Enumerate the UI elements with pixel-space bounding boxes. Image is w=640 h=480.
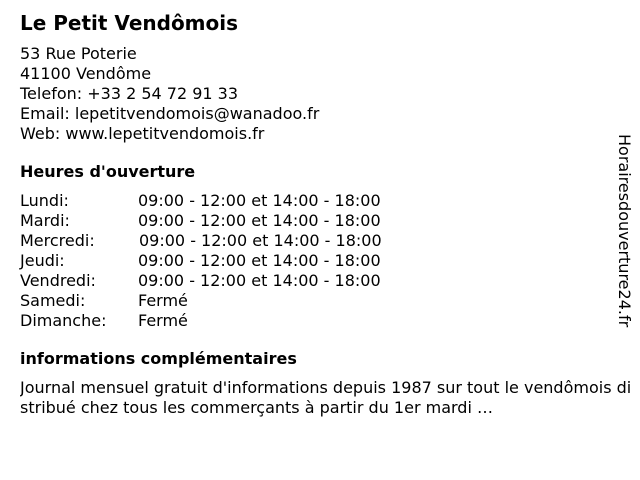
day-label: Lundi: bbox=[20, 191, 69, 210]
website-link[interactable]: Web: www.lepetitvendomois.fr bbox=[20, 124, 265, 143]
day-label: Mardi: bbox=[20, 211, 70, 230]
additional-info-text: Journal mensuel gratuit d'informations depuis 1987 sur tout le vendômois distribué chez tous les commerçants à partir du 1er mardi … bbox=[20, 378, 632, 417]
email-address[interactable]: Email: lepetitvendomois@wanadoo.fr bbox=[20, 104, 320, 123]
day-label: Dimanche: bbox=[20, 311, 107, 330]
phone-number[interactable]: Telefon: +33 2 54 72 91 33 bbox=[20, 84, 239, 103]
opening-hours-table bbox=[20, 191, 610, 331]
hours-row-monday bbox=[20, 191, 610, 211]
city-address: 41100 Vendôme bbox=[20, 64, 152, 83]
business-name: Le Petit Vendômois bbox=[20, 11, 239, 35]
hours-row-sunday bbox=[20, 311, 610, 331]
hours-row-wednesday bbox=[20, 231, 610, 251]
site-brand-label: Horairesdouverture24.fr bbox=[615, 134, 634, 328]
time-value: 09:00 - 12:00 et 14:00 - 18:00 bbox=[138, 271, 381, 290]
opening-hours-heading: Heures d'ouverture bbox=[20, 162, 196, 181]
time-value: Fermé bbox=[138, 291, 188, 310]
day-label: Jeudi: bbox=[20, 251, 65, 270]
hours-row-friday bbox=[20, 271, 610, 291]
hours-row-tuesday bbox=[20, 211, 610, 231]
time-value: 09:00 - 12:00 et 14:00 - 18:00 bbox=[138, 251, 381, 270]
time-value: 09:00 - 12:00 et 14:00 - 18:00 bbox=[139, 231, 382, 250]
additional-info-heading: informations complémentaires bbox=[20, 349, 297, 368]
day-label: Vendredi: bbox=[20, 271, 96, 290]
street-address: 53 Rue Poterie bbox=[20, 44, 137, 63]
time-value: 09:00 - 12:00 et 14:00 - 18:00 bbox=[138, 211, 381, 230]
hours-row-thursday bbox=[20, 251, 610, 271]
day-label: Mercredi: bbox=[20, 231, 95, 250]
hours-row-saturday bbox=[20, 291, 610, 311]
time-value: 09:00 - 12:00 et 14:00 - 18:00 bbox=[138, 191, 381, 210]
time-value: Fermé bbox=[138, 311, 188, 330]
day-label: Samedi: bbox=[20, 291, 86, 310]
address-block bbox=[20, 44, 610, 144]
